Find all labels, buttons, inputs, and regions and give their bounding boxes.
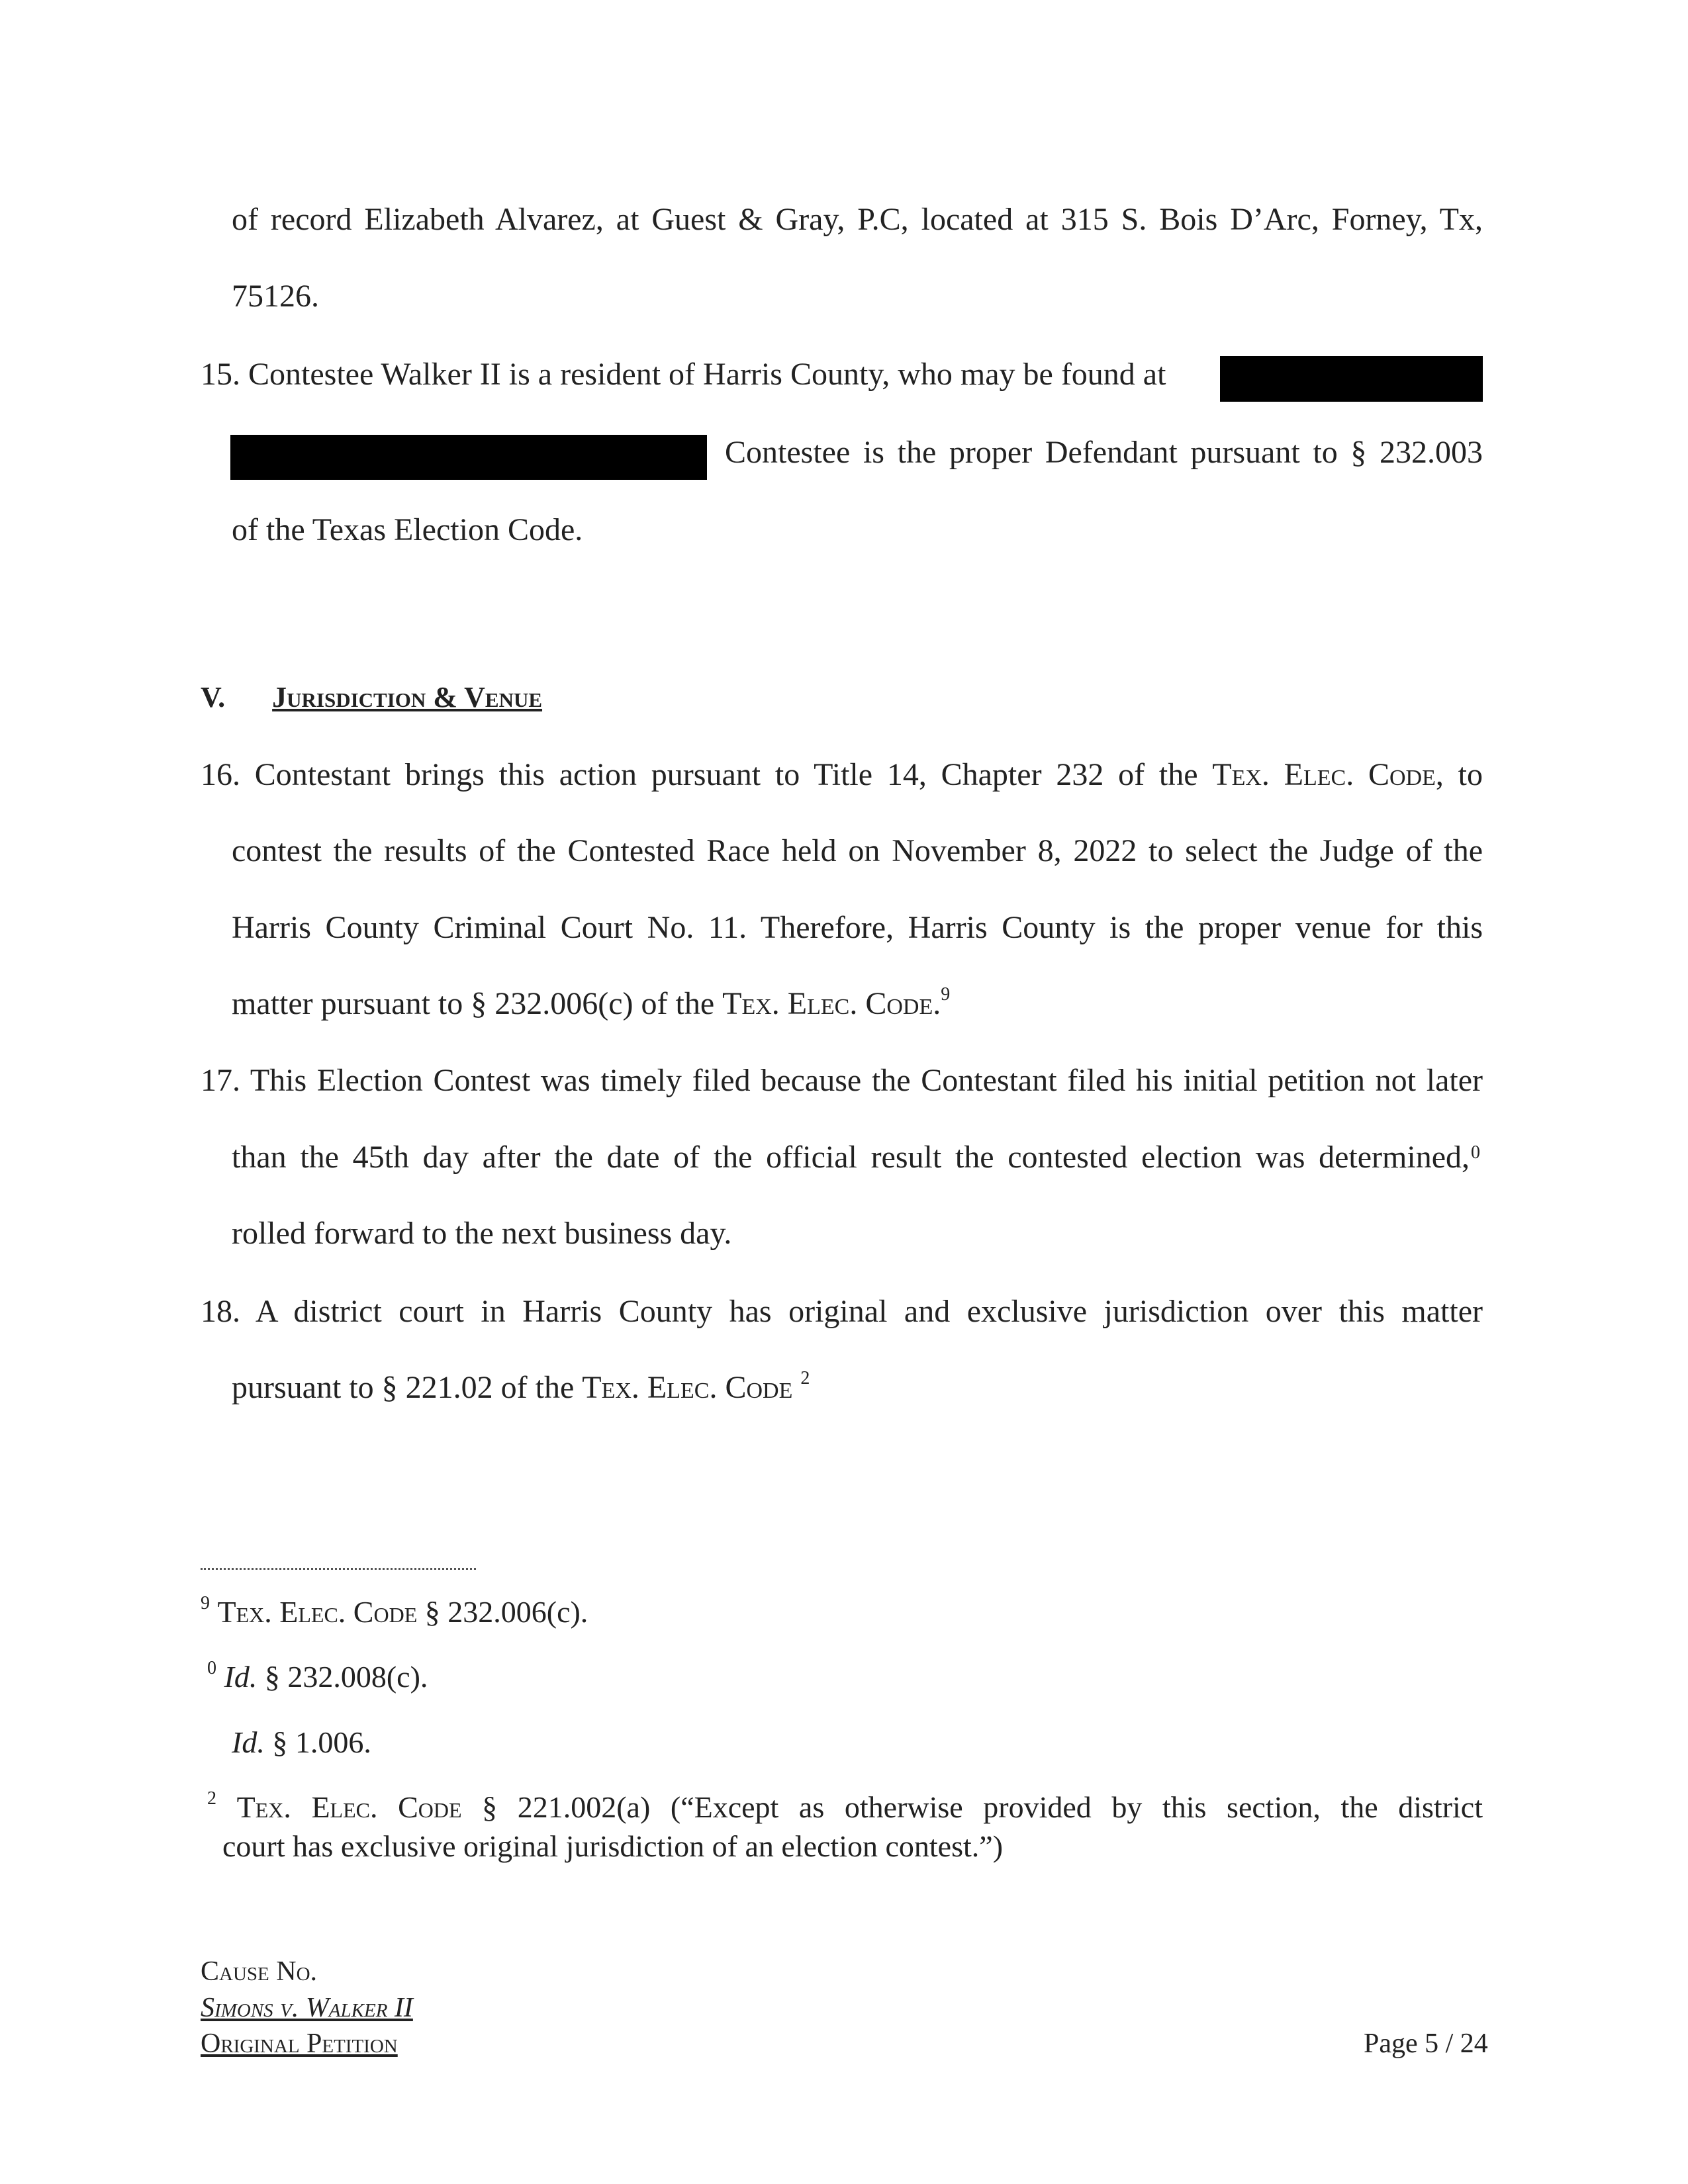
section-heading bbox=[201, 683, 542, 712]
paragraph-16-line-4: matter pursuant to § 232.006(c) of the Tex. Elec. Code.$^9$ bbox=[232, 984, 951, 1021]
footnote-9: $^9$ Tex. Elec. Code § 232.006(c). bbox=[201, 1593, 588, 1629]
paragraph-17-line-1: 17. This Election Contest was timely filed because the Contestant filed his initial petition not later bbox=[201, 1063, 1483, 1098]
footnote-12-line-2: court has exclusive original jurisdiction of an election contest.”) bbox=[222, 1829, 1004, 1863]
paragraph-18-line-2: pursuant to § 221.02 of the Tex. Elec. Code $^2$ bbox=[232, 1368, 810, 1405]
footnote-ref[interactable]: 0 bbox=[1471, 1142, 1480, 1163]
paragraph-14-line-2: 75126. bbox=[232, 279, 319, 314]
cause-number: Cause No. bbox=[201, 1956, 318, 1987]
paragraph-15-line-3: of the Texas Election Code. bbox=[232, 512, 583, 547]
section-numeral: V. bbox=[201, 681, 226, 713]
footnote-11: Id. § 1.006. bbox=[232, 1725, 371, 1759]
redaction-block bbox=[230, 435, 707, 480]
paragraph-15-line-1 bbox=[201, 359, 1166, 390]
footnote-10: $^0$ Id. § 232.008(c). bbox=[207, 1658, 428, 1694]
paragraph-16-line-3: Harris County Criminal Court No. 11. Therefore, Harris County is the proper venue for this bbox=[232, 910, 1483, 945]
footnote-12-line-1: $^2$ Tex. Elec. Code § 221.002(a) (“Except as otherwise provided by this section, the district bbox=[207, 1788, 1483, 1824]
footnote-ref[interactable]: 9 bbox=[941, 984, 951, 1005]
case-caption: Simons v. Walker II bbox=[201, 1993, 413, 2023]
document-title: Original Petition bbox=[201, 2028, 398, 2059]
paragraph-14-line-1: of record Elizabeth Alvarez, at Guest & Gray, P.C, located at 315 S. Bois D’Arc, Forney, Tx, bbox=[232, 202, 1483, 237]
paragraph-17-line-2: than the 45th day after the date of the official result the contested election was determined, bbox=[232, 1140, 1470, 1175]
paragraph-18-line-1: 18. A district court in Harris County has original and exclusive jurisdiction over this matter bbox=[201, 1294, 1483, 1329]
paragraph-15-number: 15. bbox=[201, 357, 240, 392]
page-number: Page 5 / 24 bbox=[1364, 2028, 1488, 2059]
section-title: Jurisdiction & Venue bbox=[272, 681, 543, 713]
paragraph-16-line-1: 16. Contestant brings this action pursuant to Title 14, Chapter 232 of the Tex. Elec. Code, to bbox=[201, 757, 1483, 792]
paragraph-16-line-2: contest the results of the Contested Race held on November 8, 2022 to select the Judge of the bbox=[232, 833, 1483, 868]
paragraph-15-text: Contestee Walker II is a resident of Harris County, who may be found at bbox=[248, 357, 1166, 392]
paragraph-17-line-3: rolled forward to the next business day. bbox=[232, 1216, 732, 1251]
footnote-separator bbox=[201, 1568, 476, 1570]
paragraph-15-line-2: Contestee is the proper Defendant pursuant to § 232.003 bbox=[725, 435, 1483, 470]
footnote-ref[interactable]: 2 bbox=[800, 1368, 810, 1388]
redaction-block bbox=[1220, 356, 1483, 402]
